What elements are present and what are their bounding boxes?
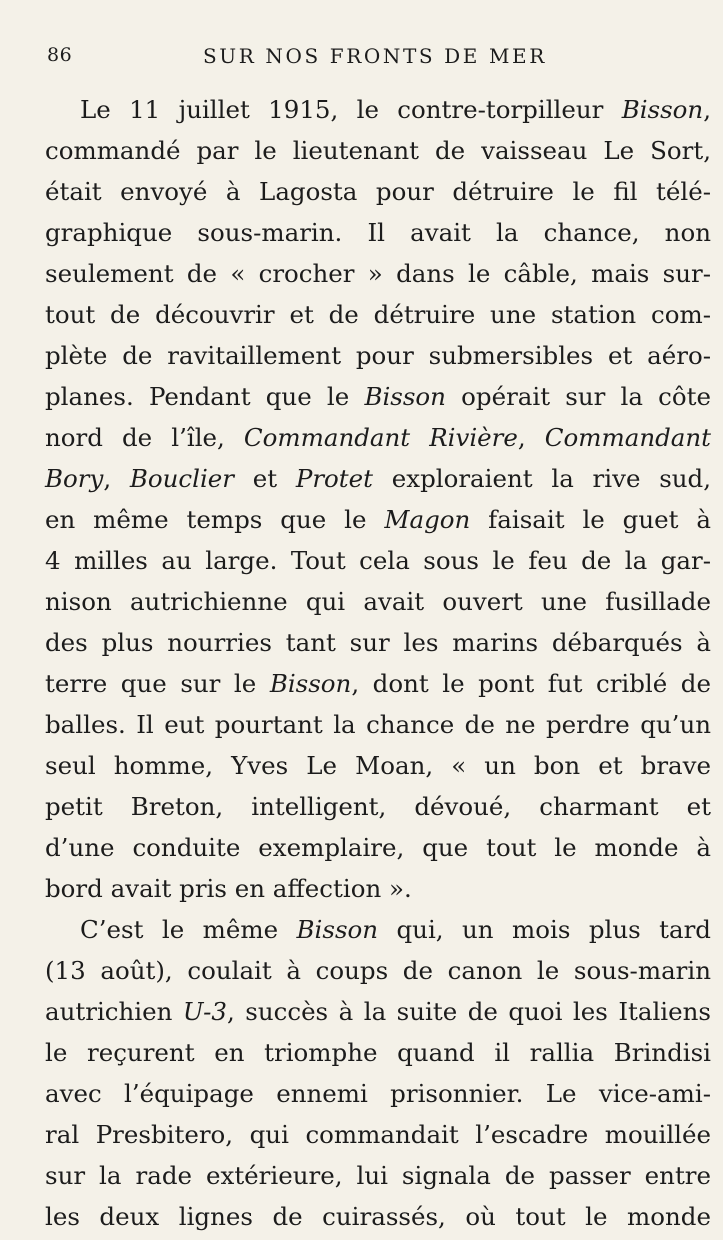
text-line: seulement de « crocher » dans le câble, mais sur- [45,259,711,288]
text-line: nison autrichienne qui avait ouvert une fusillade [45,587,711,616]
text-line: petit Breton, intelligent, dévoué, charmant et [45,792,711,821]
text-line: (13 août), coulait à coups de canon le sous-marin [45,956,711,985]
text-line: nord de l’île, Commandant Rivière, Commandant [45,423,712,452]
text-line: plète de ravitaillement pour submersibles et aéro- [45,341,711,370]
page-number: 86 [47,44,73,66]
text-line: terre que sur le Bisson, dont le pont fut criblé de [45,669,711,698]
text-line: ral Presbitero, qui commandait l’escadre mouillée [45,1120,711,1149]
text-line: le reçurent en triomphe quand il rallia Brindisi [45,1038,711,1067]
text-line: graphique sous-marin. Il avait la chance, non [45,218,711,247]
text-line: commandé par le lieutenant de vaisseau Le Sort, [45,136,711,165]
text-line: bord avait pris en affection ». [45,874,412,903]
text-line: C’est le même Bisson qui, un mois plus tard [80,915,711,944]
text-line: en même temps que le Magon faisait le guet à [45,505,711,534]
text-line: tout de découvrir et de détruire une station com- [45,300,711,329]
text-line: les deux lignes de cuirassés, où tout le monde [45,1202,711,1231]
text-line: sur la rade extérieure, lui signala de passer entre [45,1161,711,1190]
text-line: 4 milles au large. Tout cela sous le feu de la gar- [45,546,711,575]
text-line: d’une conduite exemplaire, que tout le monde à [45,833,711,862]
text-line: des plus nourries tant sur les marins débarqués à [45,628,711,657]
text-line: autrichien U-3, succès à la suite de quoi les Italiens [45,997,711,1026]
text-line: planes. Pendant que le Bisson opérait sur la côte [45,382,711,411]
text-line: balles. Il eut pourtant la chance de ne perdre qu’un [45,710,711,739]
text-line: seul homme, Yves Le Moan, « un bon et brave [45,751,711,780]
text-line: était envoyé à Lagosta pour détruire le fil télé- [45,177,711,206]
text-line: Bory, Bouclier et Protet exploraient la rive sud, [45,464,712,493]
text-line: Le 11 juillet 1915, le contre-torpilleur Bisson, [80,95,711,124]
running-title: SUR NOS FRONTS DE MER [203,44,547,68]
text-line: avec l’équipage ennemi prisonnier. Le vice-ami- [45,1079,711,1108]
